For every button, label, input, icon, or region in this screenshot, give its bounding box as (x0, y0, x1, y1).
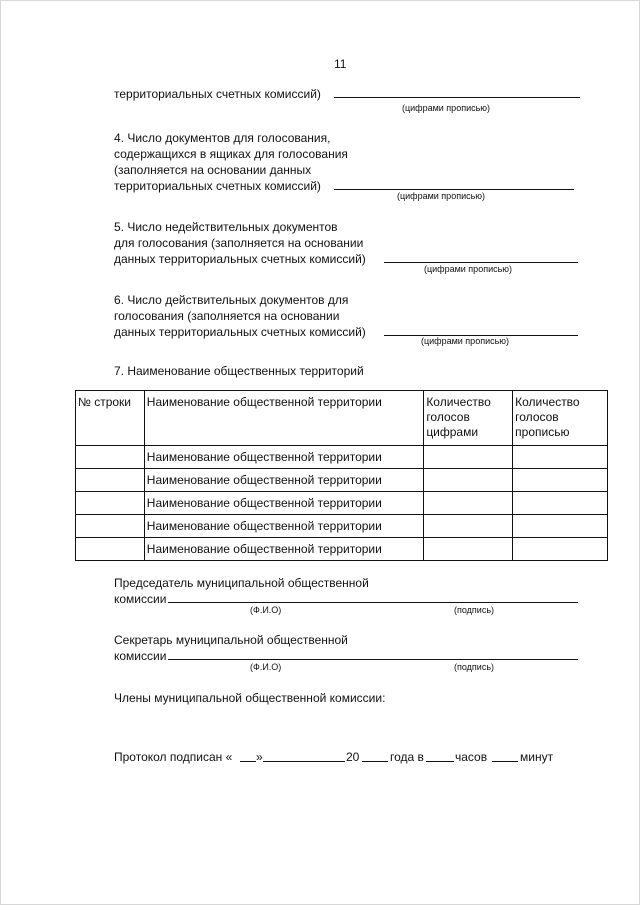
item4-line4: территориальных счетных комиссий) (114, 179, 321, 193)
item3-answer-line[interactable] (334, 97, 580, 98)
signed-year-line[interactable] (362, 761, 388, 762)
header-row-number: № строки (76, 391, 145, 446)
item5-line3: данных территориальных счетных комиссий) (114, 252, 366, 266)
secretary-line1: Секретарь муниципальной общественной (114, 633, 348, 647)
territory-name-cell: Наименование общественной территории (144, 515, 424, 538)
chairman-line2: комиссии (114, 592, 167, 606)
page-number: 11 (334, 57, 347, 71)
item3-text: территориальных счетных комиссий) (114, 87, 321, 101)
item4-answer-line[interactable] (334, 189, 574, 190)
votes-digits-cell[interactable] (424, 515, 513, 538)
territory-name-cell: Наименование общественной территории (144, 538, 424, 561)
table-row (76, 538, 608, 561)
signed-minutes-word: минут (520, 750, 554, 764)
votes-digits-cell[interactable] (424, 538, 513, 561)
chairman-fio-hint: (Ф.И.О) (250, 605, 282, 615)
territories-table (75, 390, 608, 561)
item5-line2: для голосования (заполняется на основании (114, 236, 364, 250)
item6-line3: данных территориальных счетных комиссий) (114, 325, 366, 339)
signed-year-prefix: 20 (346, 750, 360, 764)
signed-minutes-line[interactable] (492, 761, 518, 762)
votes-words-cell[interactable] (513, 469, 608, 492)
votes-words-cell[interactable] (513, 515, 608, 538)
item4-line1: 4. Число документов для голосования, (114, 131, 331, 145)
row-number-cell[interactable] (76, 538, 145, 561)
item5-line1: 5. Число недействительных документов (114, 220, 338, 234)
row-number-cell[interactable] (76, 492, 145, 515)
votes-words-cell[interactable] (513, 538, 608, 561)
secretary-line2: комиссии (114, 649, 167, 663)
chairman-line1: Председатель муниципальной общественной (114, 576, 369, 590)
secretary-fio-hint: (Ф.И.О) (250, 662, 282, 672)
signed-day-line[interactable] (240, 761, 256, 762)
item6-line1: 6. Число действительных документов для (114, 293, 349, 307)
item6-line2: голосования (заполняется на основании (114, 309, 340, 323)
item4-hint: (цифрами прописью) (397, 191, 486, 201)
table-row (76, 469, 608, 492)
signed-close-quote: » (256, 750, 263, 764)
item5-hint: (цифрами прописью) (424, 264, 513, 274)
header-votes-digits: Количество голосов цифрами (424, 391, 513, 446)
secretary-sign-hint: (подпись) (454, 662, 495, 672)
signed-hours-line[interactable] (426, 761, 454, 762)
table-row (76, 515, 608, 538)
row-number-cell[interactable] (76, 469, 145, 492)
signed-hours-word: часов (455, 750, 488, 764)
votes-words-cell[interactable] (513, 446, 608, 469)
item6-hint: (цифрами прописью) (421, 336, 510, 346)
row-number-cell[interactable] (76, 515, 145, 538)
item3-hint: (цифрами прописью) (402, 103, 491, 113)
chairman-signature-line[interactable] (168, 602, 578, 603)
row-number-cell[interactable] (76, 446, 145, 469)
votes-digits-cell[interactable] (424, 469, 513, 492)
votes-digits-cell[interactable] (424, 446, 513, 469)
header-territory-name: Наименование общественной территории (144, 391, 424, 446)
signed-year-word: года в (390, 750, 424, 764)
table-row (76, 492, 608, 515)
members-label: Члены муниципальной общественной комиссии: (114, 691, 386, 705)
secretary-signature-line[interactable] (168, 659, 578, 660)
header-votes-words: Количество голосов прописью (513, 391, 608, 446)
item7-heading: 7. Наименование общественных территорий (114, 364, 364, 378)
signed-month-line[interactable] (263, 761, 345, 762)
item4-line3: (заполняется на основании данных (114, 163, 312, 177)
table-header-row (76, 391, 608, 446)
territory-name-cell: Наименование общественной территории (144, 492, 424, 515)
item4-line2: содержащихся в ящиках для голосования (114, 147, 348, 161)
territory-name-cell: Наименование общественной территории (144, 446, 424, 469)
item5-answer-line[interactable] (384, 262, 578, 263)
signed-prefix: Протокол подписан « (114, 750, 233, 764)
territory-name-cell: Наименование общественной территории (144, 469, 424, 492)
votes-digits-cell[interactable] (424, 492, 513, 515)
votes-words-cell[interactable] (513, 492, 608, 515)
table-row (76, 446, 608, 469)
chairman-sign-hint: (подпись) (454, 605, 495, 615)
